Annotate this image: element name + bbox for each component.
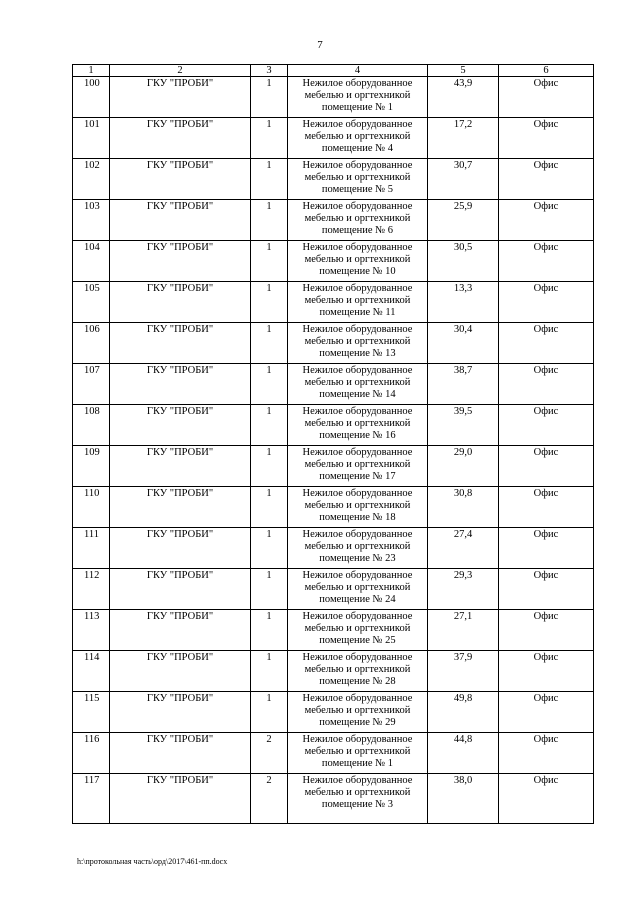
row-number: 108	[73, 405, 110, 446]
description-cell: Нежилое оборудованное мебелью и оргтехникой помещение № 24	[288, 569, 428, 610]
area-cell: 49,8	[428, 692, 499, 733]
organization-cell: ГКУ "ПРОБИ"	[110, 733, 251, 774]
description-cell: Нежилое оборудованное мебелью и оргтехникой помещение № 1	[288, 733, 428, 774]
row-number: 110	[73, 487, 110, 528]
organization-cell: ГКУ "ПРОБИ"	[110, 159, 251, 200]
row-number: 100	[73, 77, 110, 118]
purpose-cell: Офис	[499, 569, 594, 610]
description-cell: Нежилое оборудованное мебелью и оргтехникой помещение № 11	[288, 282, 428, 323]
quantity-cell: 2	[251, 733, 288, 774]
row-number: 112	[73, 569, 110, 610]
purpose-cell: Офис	[499, 733, 594, 774]
purpose-cell: Офис	[499, 159, 594, 200]
purpose-cell: Офис	[499, 364, 594, 405]
description-cell: Нежилое оборудованное мебелью и оргтехникой помещение № 13	[288, 323, 428, 364]
table-row	[73, 364, 594, 405]
row-number: 116	[73, 733, 110, 774]
quantity-cell: 1	[251, 323, 288, 364]
area-cell: 30,5	[428, 241, 499, 282]
organization-cell: ГКУ "ПРОБИ"	[110, 364, 251, 405]
table-row	[73, 282, 594, 323]
description-cell: Нежилое оборудованное мебелью и оргтехникой помещение № 10	[288, 241, 428, 282]
description-cell: Нежилое оборудованное мебелью и оргтехникой помещение № 17	[288, 446, 428, 487]
quantity-cell: 2	[251, 774, 288, 824]
table-row	[73, 446, 594, 487]
area-cell: 44,8	[428, 733, 499, 774]
area-cell: 30,4	[428, 323, 499, 364]
description-cell: Нежилое оборудованное мебелью и оргтехникой помещение № 14	[288, 364, 428, 405]
purpose-cell: Офис	[499, 774, 594, 824]
table-row	[73, 77, 594, 118]
row-number: 113	[73, 610, 110, 651]
description-cell: Нежилое оборудованное мебелью и оргтехникой помещение № 28	[288, 651, 428, 692]
quantity-cell: 1	[251, 651, 288, 692]
row-number: 115	[73, 692, 110, 733]
quantity-cell: 1	[251, 364, 288, 405]
purpose-cell: Офис	[499, 405, 594, 446]
description-cell: Нежилое оборудованное мебелью и оргтехникой помещение № 6	[288, 200, 428, 241]
header-col-4: 4	[288, 65, 428, 77]
purpose-cell: Офис	[499, 118, 594, 159]
property-table	[72, 64, 594, 824]
quantity-cell: 1	[251, 241, 288, 282]
table-row	[73, 323, 594, 364]
quantity-cell: 1	[251, 569, 288, 610]
organization-cell: ГКУ "ПРОБИ"	[110, 651, 251, 692]
row-number: 107	[73, 364, 110, 405]
table-header	[73, 65, 594, 77]
area-cell: 30,7	[428, 159, 499, 200]
organization-cell: ГКУ "ПРОБИ"	[110, 610, 251, 651]
organization-cell: ГКУ "ПРОБИ"	[110, 323, 251, 364]
table-row	[73, 774, 594, 824]
purpose-cell: Офис	[499, 446, 594, 487]
table-row	[73, 405, 594, 446]
organization-cell: ГКУ "ПРОБИ"	[110, 528, 251, 569]
row-number: 101	[73, 118, 110, 159]
purpose-cell: Офис	[499, 487, 594, 528]
row-number: 103	[73, 200, 110, 241]
organization-cell: ГКУ "ПРОБИ"	[110, 774, 251, 824]
page-number: 7	[317, 39, 323, 51]
table-row	[73, 528, 594, 569]
header-row	[73, 65, 594, 77]
row-number: 106	[73, 323, 110, 364]
area-cell: 29,3	[428, 569, 499, 610]
quantity-cell: 1	[251, 446, 288, 487]
table-row	[73, 569, 594, 610]
purpose-cell: Офис	[499, 323, 594, 364]
table-body	[73, 77, 594, 824]
area-cell: 29,0	[428, 446, 499, 487]
area-cell: 38,0	[428, 774, 499, 824]
description-cell: Нежилое оборудованное мебелью и оргтехникой помещение № 23	[288, 528, 428, 569]
table-row	[73, 692, 594, 733]
description-cell: Нежилое оборудованное мебелью и оргтехникой помещение № 18	[288, 487, 428, 528]
quantity-cell: 1	[251, 692, 288, 733]
description-cell: Нежилое оборудованное мебелью и оргтехникой помещение № 5	[288, 159, 428, 200]
header-col-2: 2	[110, 65, 251, 77]
organization-cell: ГКУ "ПРОБИ"	[110, 446, 251, 487]
organization-cell: ГКУ "ПРОБИ"	[110, 77, 251, 118]
table-row	[73, 610, 594, 651]
row-number: 105	[73, 282, 110, 323]
area-cell: 30,8	[428, 487, 499, 528]
purpose-cell: Офис	[499, 528, 594, 569]
purpose-cell: Офис	[499, 692, 594, 733]
header-col-3: 3	[251, 65, 288, 77]
row-number: 102	[73, 159, 110, 200]
description-cell: Нежилое оборудованное мебелью и оргтехникой помещение № 25	[288, 610, 428, 651]
table-row	[73, 733, 594, 774]
header-col-6: 6	[499, 65, 594, 77]
organization-cell: ГКУ "ПРОБИ"	[110, 487, 251, 528]
row-number: 109	[73, 446, 110, 487]
area-cell: 39,5	[428, 405, 499, 446]
file-path-footer: h:\протокольная часть\орд\2017\461-пп.docx	[77, 857, 228, 866]
area-cell: 13,3	[428, 282, 499, 323]
area-cell: 25,9	[428, 200, 499, 241]
row-number: 117	[73, 774, 110, 824]
table-row	[73, 487, 594, 528]
organization-cell: ГКУ "ПРОБИ"	[110, 241, 251, 282]
table-row	[73, 118, 594, 159]
area-cell: 43,9	[428, 77, 499, 118]
header-col-1: 1	[73, 65, 110, 77]
row-number: 104	[73, 241, 110, 282]
organization-cell: ГКУ "ПРОБИ"	[110, 405, 251, 446]
organization-cell: ГКУ "ПРОБИ"	[110, 282, 251, 323]
quantity-cell: 1	[251, 77, 288, 118]
quantity-cell: 1	[251, 200, 288, 241]
organization-cell: ГКУ "ПРОБИ"	[110, 200, 251, 241]
description-cell: Нежилое оборудованное мебелью и оргтехникой помещение № 16	[288, 405, 428, 446]
purpose-cell: Офис	[499, 610, 594, 651]
purpose-cell: Офис	[499, 651, 594, 692]
purpose-cell: Офис	[499, 282, 594, 323]
quantity-cell: 1	[251, 610, 288, 651]
header-col-5: 5	[428, 65, 499, 77]
quantity-cell: 1	[251, 118, 288, 159]
table-row	[73, 200, 594, 241]
area-cell: 27,1	[428, 610, 499, 651]
table-row	[73, 241, 594, 282]
description-cell: Нежилое оборудованное мебелью и оргтехникой помещение № 1	[288, 77, 428, 118]
organization-cell: ГКУ "ПРОБИ"	[110, 118, 251, 159]
description-cell: Нежилое оборудованное мебелью и оргтехникой помещение № 3	[288, 774, 428, 824]
organization-cell: ГКУ "ПРОБИ"	[110, 569, 251, 610]
area-cell: 27,4	[428, 528, 499, 569]
purpose-cell: Офис	[499, 77, 594, 118]
description-cell: Нежилое оборудованное мебелью и оргтехникой помещение № 29	[288, 692, 428, 733]
row-number: 114	[73, 651, 110, 692]
purpose-cell: Офис	[499, 200, 594, 241]
quantity-cell: 1	[251, 282, 288, 323]
quantity-cell: 1	[251, 405, 288, 446]
area-cell: 37,9	[428, 651, 499, 692]
quantity-cell: 1	[251, 159, 288, 200]
area-cell: 38,7	[428, 364, 499, 405]
organization-cell: ГКУ "ПРОБИ"	[110, 692, 251, 733]
quantity-cell: 1	[251, 528, 288, 569]
table-row	[73, 651, 594, 692]
description-cell: Нежилое оборудованное мебелью и оргтехникой помещение № 4	[288, 118, 428, 159]
quantity-cell: 1	[251, 487, 288, 528]
purpose-cell: Офис	[499, 241, 594, 282]
area-cell: 17,2	[428, 118, 499, 159]
row-number: 111	[73, 528, 110, 569]
table-row	[73, 159, 594, 200]
